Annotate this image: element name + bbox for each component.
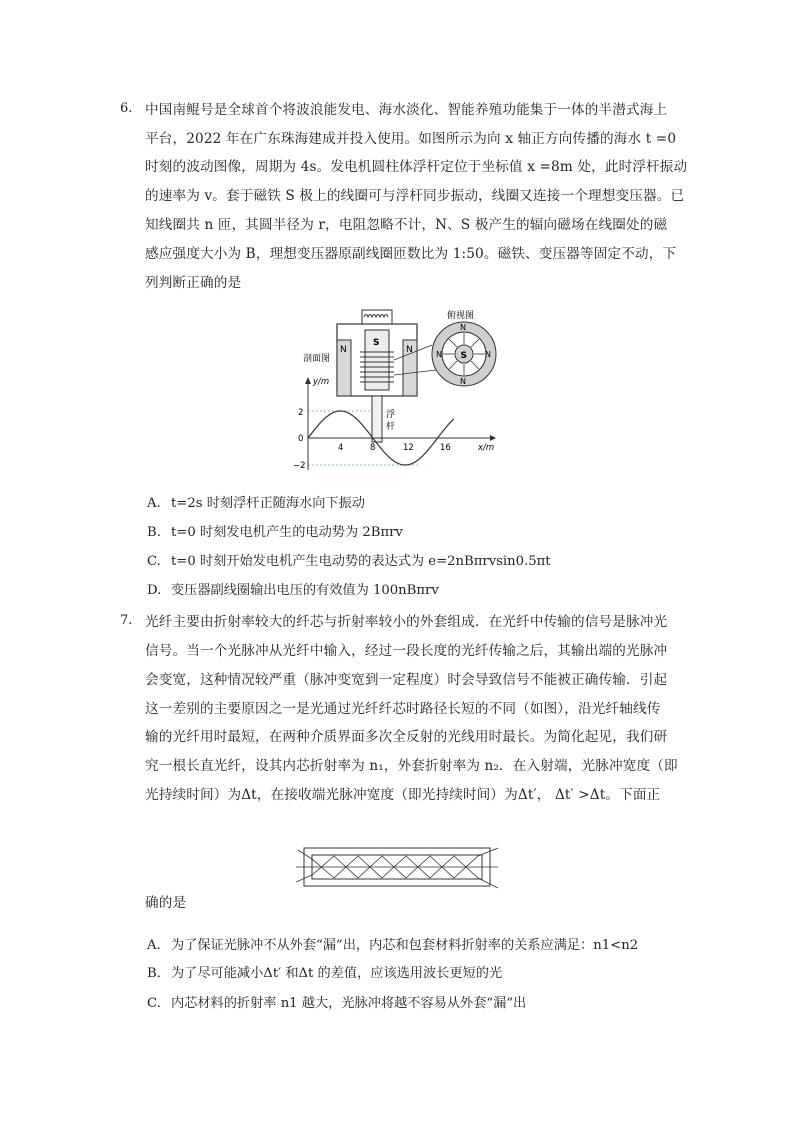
q7-line-2: 信号。当一个光脉冲从光纤中输入，经过一段长度的光纤传输之后，其输出端的光脉冲	[145, 643, 668, 659]
q7-line-5: 输的光纤用时最短，在两种介质界面多次全反射的光线用时最长。为简化起见，我们研	[145, 729, 668, 745]
y-tick-neg2: −2	[293, 461, 306, 471]
y-axis-label: y/m	[313, 377, 330, 387]
q7-option-a[interactable]: A. 为了保证光脉冲不从外套“漏”出，内芯和包套材料折射率的关系应满足：n1<n2	[147, 938, 639, 953]
magnet-s-label: S	[373, 338, 380, 348]
y-tick-0: 0	[298, 434, 304, 444]
q6-option-d[interactable]: D. 变压器副线圈输出电压的有效值为 100nBπrv	[147, 583, 439, 598]
y-tick-2: 2	[298, 408, 304, 418]
q6-line-4: 的速率为 v。套于磁铁 S 极上的线圈可与浮杆同步振动，线圈又连接一个理想变压器。已	[145, 188, 685, 204]
zigzag-ray-2	[298, 850, 498, 888]
q6-option-b[interactable]: B. t=0 时刻发电机产生的电动势为 2Bπrv	[147, 525, 403, 540]
q7-after-figure: 确的是	[145, 895, 187, 911]
q6-line-3: 时刻的波动图像，周期为 4s。发电机圆柱体浮杆定位于坐标值 x =8m 处，此时浮杆振动	[145, 159, 688, 175]
q6-option-c[interactable]: C. t=0 时刻开始发电机产生电动势的表达式为 e=2nBπrvsin0.5πt	[147, 554, 551, 569]
float-rod	[372, 396, 382, 442]
x-tick-8: 8	[370, 443, 376, 453]
svg-text:N: N	[460, 323, 466, 332]
q6-line-7: 列判断正确的是	[145, 275, 242, 291]
top-view-label: 俯视图	[447, 311, 475, 321]
q7-line-7: 光持续时间）为Δt，在接收端光脉冲宽度（即光持续时间）为Δt′， Δt′ >Δt。下面正	[145, 787, 661, 803]
float-label-1: 浮	[386, 410, 396, 420]
q6-option-a[interactable]: A. t=2s 时刻浮杆正随海水向下振动	[147, 496, 365, 511]
q6-line-6: 感应强度大小为 B，理想变压器原副线圈匝数比为 1:50。磁铁、变压器等固定不动，下	[145, 246, 677, 262]
zigzag-ray-1	[296, 848, 498, 882]
core-coil	[360, 352, 394, 382]
question-7-number: 7.	[120, 613, 133, 628]
svg-text:N: N	[460, 377, 466, 386]
q6-line-2: 平台，2022 年在广东珠海建成并投入使用。如图所示为向 x 轴正方向传播的海水 t =0	[145, 131, 677, 147]
svg-text:N: N	[485, 350, 491, 359]
question-6-number: 6.	[120, 101, 133, 116]
optical-fiber-figure	[294, 842, 500, 894]
q7-line-1: 光纤主要由折射率较大的纤芯与折射率较小的外套组成．在光纤中传输的信号是脉冲光	[145, 614, 668, 630]
svg-text:S: S	[460, 351, 467, 361]
svg-text:N: N	[436, 350, 442, 359]
wave-generator-figure	[290, 303, 510, 483]
q7-option-b[interactable]: B．为了尽可能减小Δt′ 和Δt 的差值，应该选用波长更短的光	[147, 966, 503, 981]
x-tick-4: 4	[338, 443, 344, 453]
top-coil-winding	[364, 315, 388, 318]
magnet-n-left-label: N	[340, 345, 347, 355]
section-view-label: 剖面图	[303, 354, 331, 364]
q6-line-1: 中国南鲲号是全球首个将波浪能发电、海水淡化、智能养殖功能集于一体的半潜式海上	[145, 102, 668, 118]
x-axis-label: x/m	[478, 443, 495, 453]
q7-option-c[interactable]: C. 内芯材料的折射率 n1 越大，光脉冲将越不容易从外套“漏”出	[147, 996, 527, 1011]
x-tick-12: 12	[403, 443, 414, 453]
magnet-n-right-label: N	[406, 345, 413, 355]
q7-line-6: 究一根长直光纤，设其内芯折射率为 n₁，外套折射率为 n₂．在入射端，光脉冲宽度（即	[145, 758, 678, 774]
x-tick-16: 16	[440, 443, 451, 453]
float-label-2: 杆	[386, 422, 396, 432]
q7-line-4: 这一差别的主要原因之一是光通过光纤纤芯时路径长短的不同（如图），沿光纤轴线传	[145, 701, 661, 717]
q6-line-5: 知线圈共 n 匝，其圆半径为 r，电阻忽略不计，N、S 极产生的辐向磁场在线圈处的磁	[145, 217, 668, 233]
q7-line-3: 会变宽，这种情况较严重（脉冲变宽到一定程度）时会导致信号不能被正确传输．引起	[145, 672, 668, 688]
